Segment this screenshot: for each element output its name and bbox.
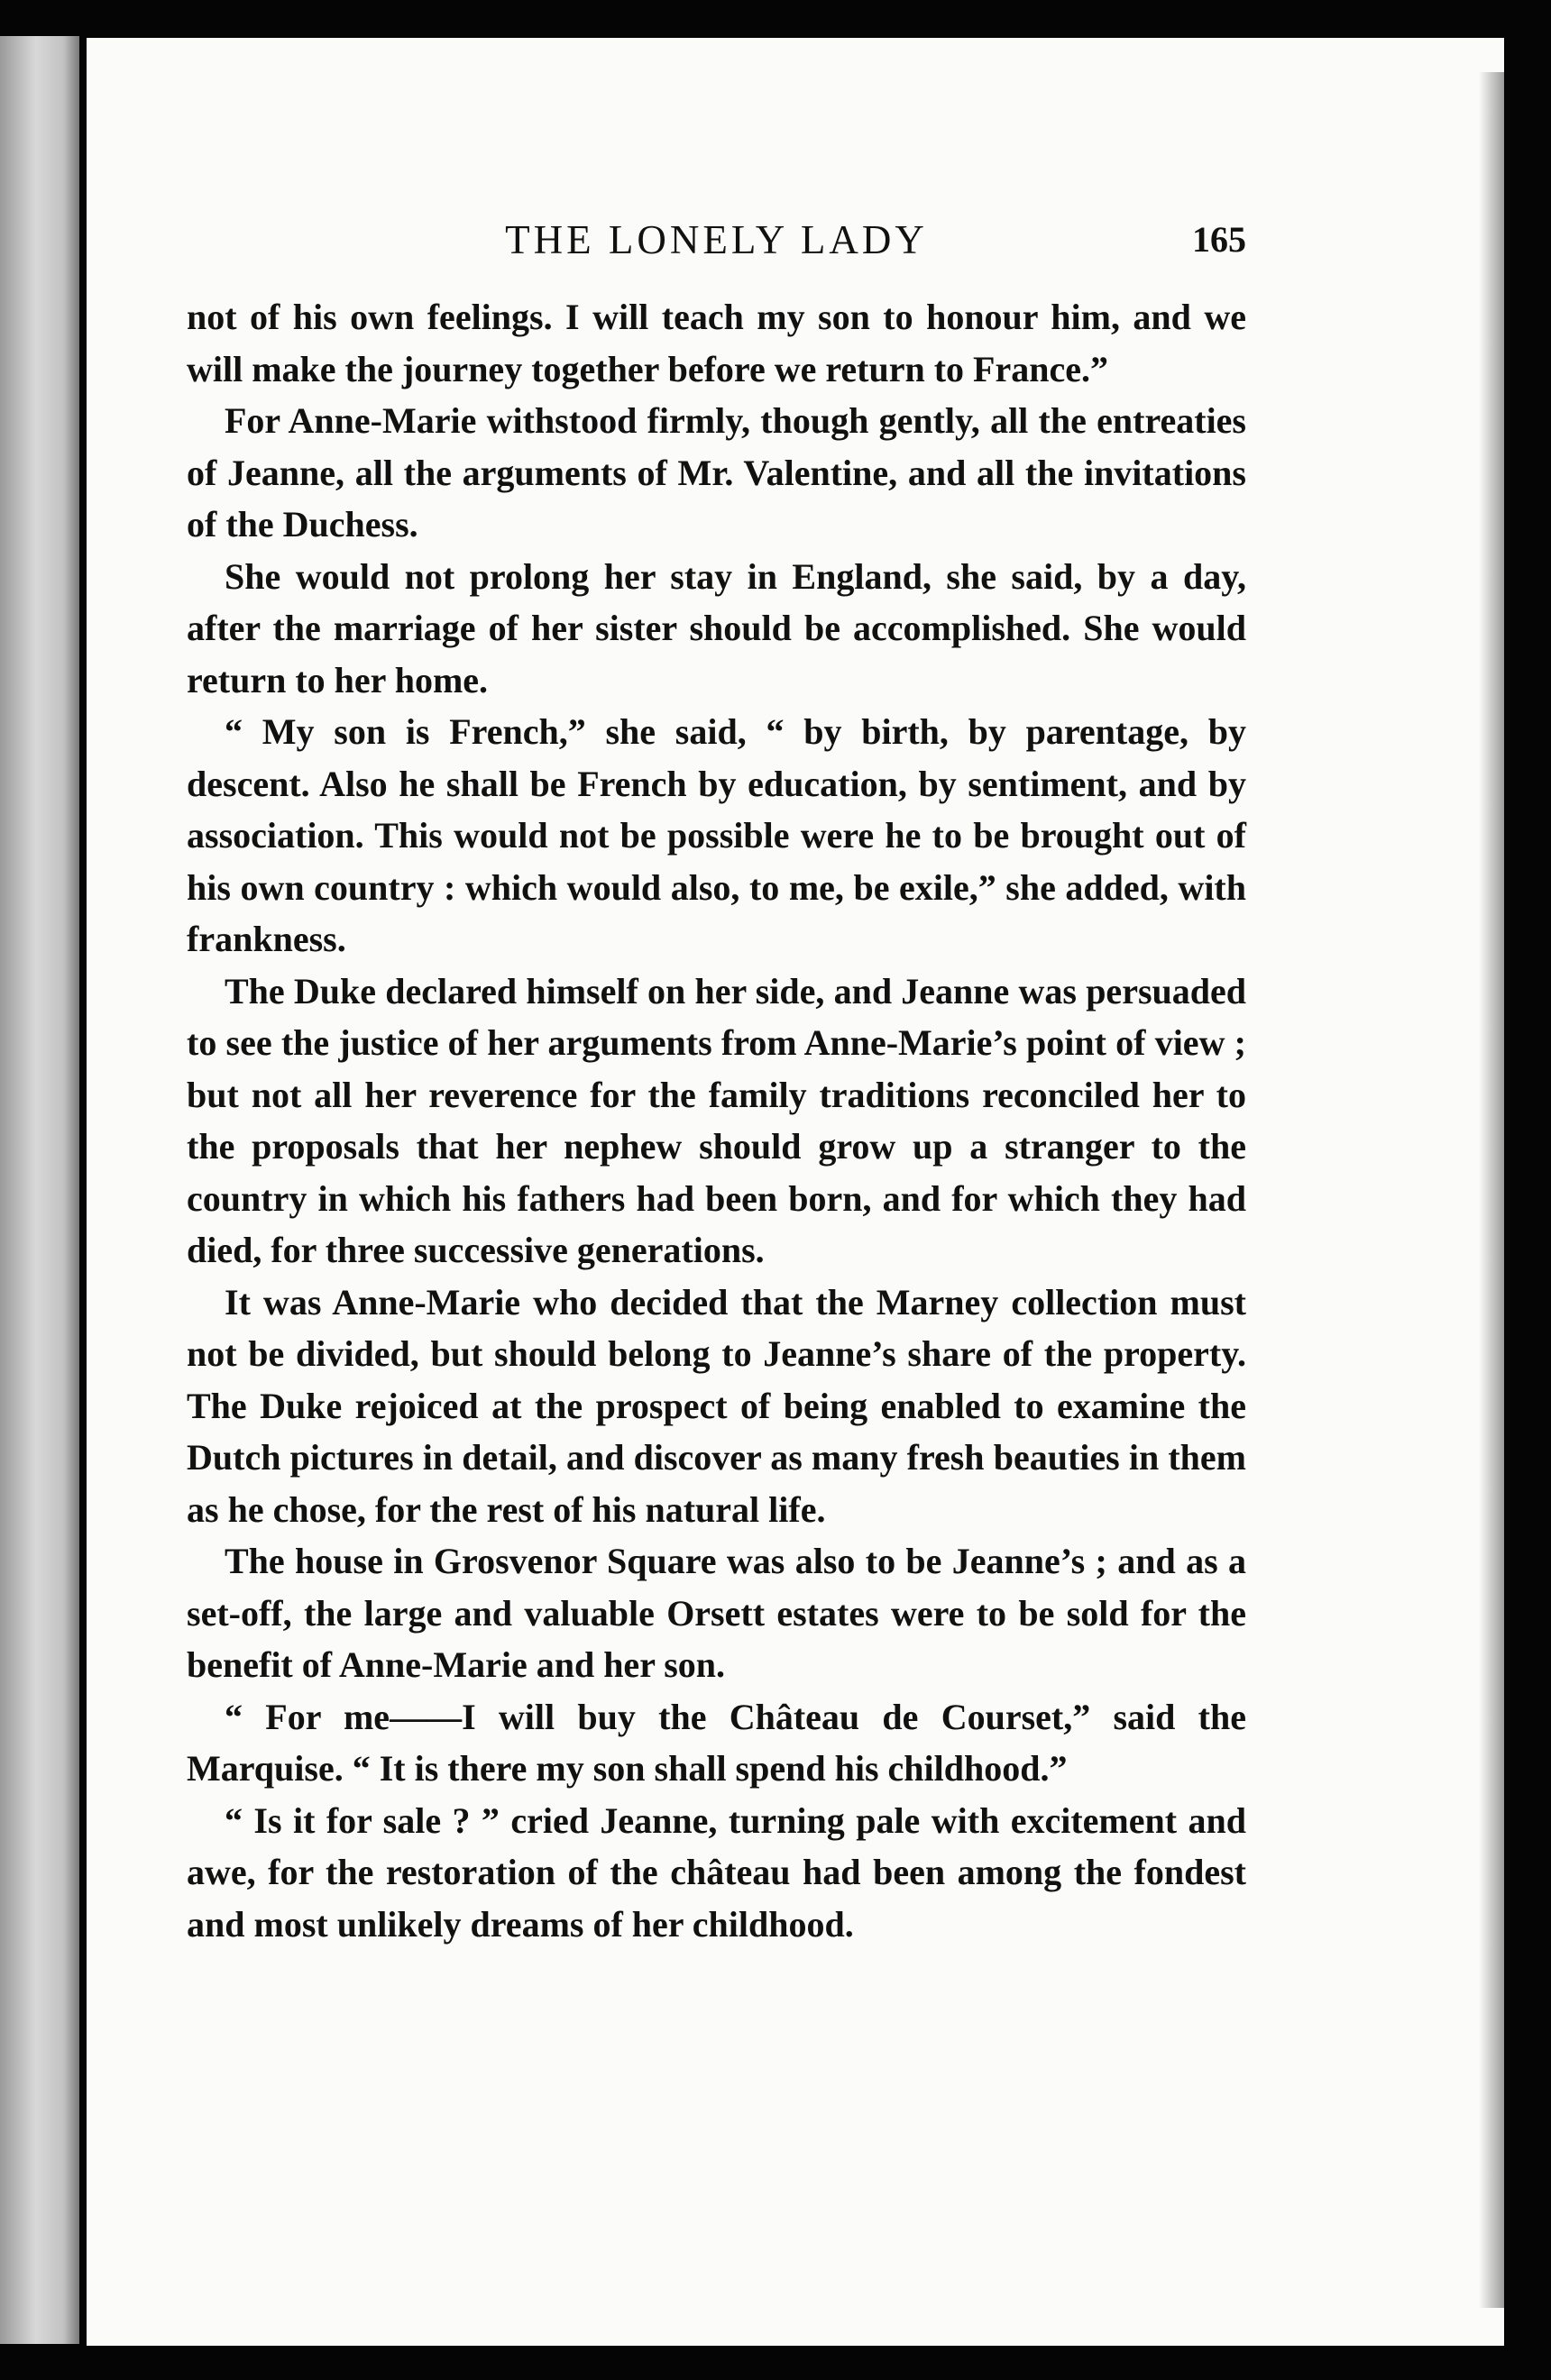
paragraph-4: “ My son is French,” she said, “ by birth, by parentage, by descent. Also he shall be French by education, by sentiment, and by association. This would not be possible were he to be brought out of his own country : which would also, to me, be exile,” she added, with frankness. (187, 711, 1246, 959)
running-head (187, 213, 1246, 267)
paragraph-7: The house in Grosvenor Square was also to be Jeanne’s ; and as a set-off, the large and valuable Orsett estates were to be sold for the benefit of Anne-Marie and her son. (187, 1541, 1246, 1685)
paragraph-6: It was Anne-Marie who decided that the Marney collection must not be divided, but should belong to Jeanne’s share of the property. The Duke rejoiced at the prospect of being enabled to examine the Dutch pictures in detail, and discover as many fresh beauties in them as he chose, for the rest of his natural life. (187, 1281, 1246, 1530)
facing-page-edge (0, 36, 79, 2344)
paragraph-3: She would not prolong her stay in England, she said, by a day, after the marriage of her sister should be accomplished. She would return to her home. (187, 555, 1246, 700)
page-number: 165 (1192, 219, 1246, 260)
paragraph-1: not of his own feelings. I will teach my son to honour him, and we will make the journey together before we return to France.” (187, 297, 1246, 389)
paragraph-5: The Duke declared himself on her side, and Jeanne was persuaded to see the justice of her arguments from Anne-Marie’s point of view ; but not all her reverence for the family traditions reconciled her to the proposals that her nephew should grow up a stranger to the country in which his fathers had been born, and for which they had died, for three successive generations. (187, 970, 1246, 1270)
running-title: THE LONELY LADY (505, 217, 928, 262)
paragraph-8: “ For me——I will buy the Château de Courset,” said the Marquise. “ It is there my son shall spend his childhood.” (187, 1696, 1246, 1789)
page-gutter-shadow (1479, 72, 1504, 2308)
body-text (187, 291, 1246, 1950)
paragraph-2: For Anne-Marie withstood firmly, though gently, all the entreaties of Jeanne, all the arguments of Mr. Valentine, and all the invitations of the Duchess. (187, 400, 1246, 545)
paragraph-9: “ Is it for sale ? ” cried Jeanne, turning pale with excitement and awe, for the restoration of the château had been among the fondest and most unlikely dreams of her childhood. (187, 1799, 1246, 1945)
